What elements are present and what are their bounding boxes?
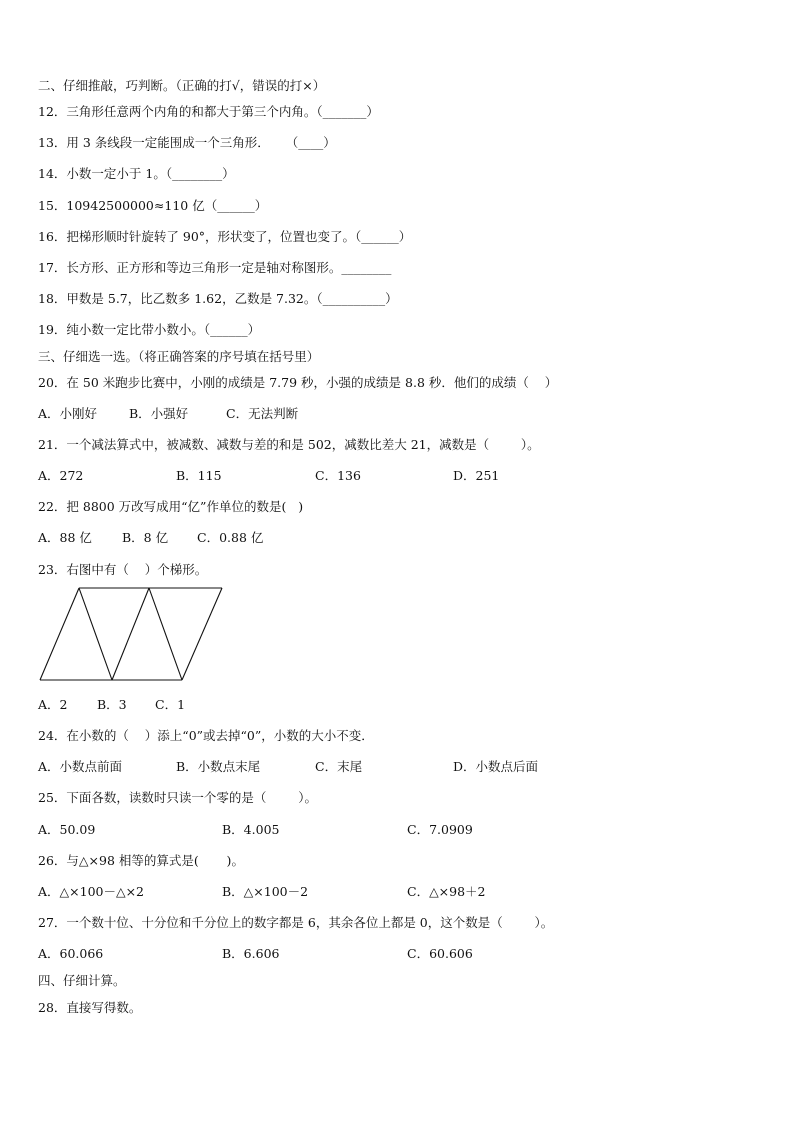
q22-option-a: A．88 亿 <box>38 530 92 545</box>
q24-option-a: A．小数点前面 <box>38 759 123 774</box>
question-26: 26．与△×98 相等的算式是( )。 <box>38 853 244 868</box>
trapezoid-triangles-figure <box>38 586 224 684</box>
q21-option-c: C．136 <box>315 468 361 483</box>
q25-option-a: A．50.09 <box>38 822 96 837</box>
figure-inner-line-3 <box>149 588 182 680</box>
q22-option-b: B．8 亿 <box>122 530 169 545</box>
q26-option-c: C．△×98＋2 <box>407 884 486 899</box>
q23-option-c: C．1 <box>155 697 186 712</box>
question-18: 18．甲数是 5.7，比乙数多 1.62，乙数是 7.32。（__________） <box>38 291 398 306</box>
q21-option-d: D．251 <box>453 468 500 483</box>
question-25: 25．下面各数，读数时只读一个零的是（ ）。 <box>38 790 317 805</box>
question-16: 16．把梯形顺时针旋转了 90°，形状变了，位置也变了。（______） <box>38 229 412 244</box>
q25-option-b: B．4.005 <box>222 822 280 837</box>
question-17: 17．长方形、正方形和等边三角形一定是轴对称图形。________ <box>38 260 392 275</box>
figure-left-edge <box>40 588 79 680</box>
q26-option-b: B．△×100－2 <box>222 884 309 899</box>
question-21: 21．一个减法算式中，被减数、减数与差的和是 502，减数比差大 21，减数是（ ）。 <box>38 437 540 452</box>
question-19: 19．纯小数一定比带小数小。（______） <box>38 322 261 337</box>
section-heading-3: 三、仔细选一选。（将正确答案的序号填在括号里） <box>38 349 320 364</box>
question-24: 24．在小数的（ ）添上“0”或去掉“0”，小数的大小不变． <box>38 728 374 743</box>
question-13: 13．用 3 条线段一定能围成一个三角形． （____） <box>38 135 336 150</box>
question-12: 12．三角形任意两个内角的和都大于第三个内角。（_______） <box>38 104 379 119</box>
q25-option-c: C．7.0909 <box>407 822 473 837</box>
q24-option-b: B．小数点末尾 <box>176 759 261 774</box>
question-23: 23．右图中有（ ）个梯形。 <box>38 562 208 577</box>
question-28: 28．直接写得数。 <box>38 1000 142 1015</box>
q23-option-b: B．3 <box>97 697 127 712</box>
q24-option-d: D．小数点后面 <box>453 759 539 774</box>
section-heading-4: 四、仔细计算。 <box>38 973 126 988</box>
q24-option-c: C．末尾 <box>315 759 363 774</box>
q23-option-a: A．2 <box>38 697 68 712</box>
q26-option-a: A．△×100－△×2 <box>38 884 145 899</box>
section-heading-2: 二、仔细推敲，巧判断。（正确的打√，错误的打×） <box>38 78 326 93</box>
question-27: 27．一个数十位、十分位和千分位上的数字都是 6，其余各位上都是 0，这个数是（ ）。 <box>38 915 554 930</box>
q20-option-b: B．小强好 <box>129 406 189 421</box>
q27-option-c: C．60.606 <box>407 946 473 961</box>
figure-right-edge <box>182 588 222 680</box>
q20-option-c: C．无法判断 <box>226 406 299 421</box>
question-22: 22．把 8800 万改写成用“亿”作单位的数是( ) <box>38 499 304 514</box>
figure-inner-line-2 <box>112 588 149 680</box>
question-14: 14．小数一定小于 1。（________） <box>38 166 235 181</box>
figure-inner-line-1 <box>79 588 112 680</box>
q21-option-a: A．272 <box>38 468 84 483</box>
question-15: 15．10942500000≈110 亿（______） <box>38 198 268 213</box>
q27-option-a: A．60.066 <box>38 946 104 961</box>
q22-option-c: C．0.88 亿 <box>197 530 264 545</box>
q27-option-b: B．6.606 <box>222 946 280 961</box>
q20-option-a: A．小刚好 <box>38 406 98 421</box>
q21-option-b: B．115 <box>176 468 222 483</box>
question-20: 20．在 50 米跑步比赛中，小刚的成绩是 7.79 秒，小强的成绩是 8.8 秒．他们的成绩（ ） <box>38 375 558 390</box>
